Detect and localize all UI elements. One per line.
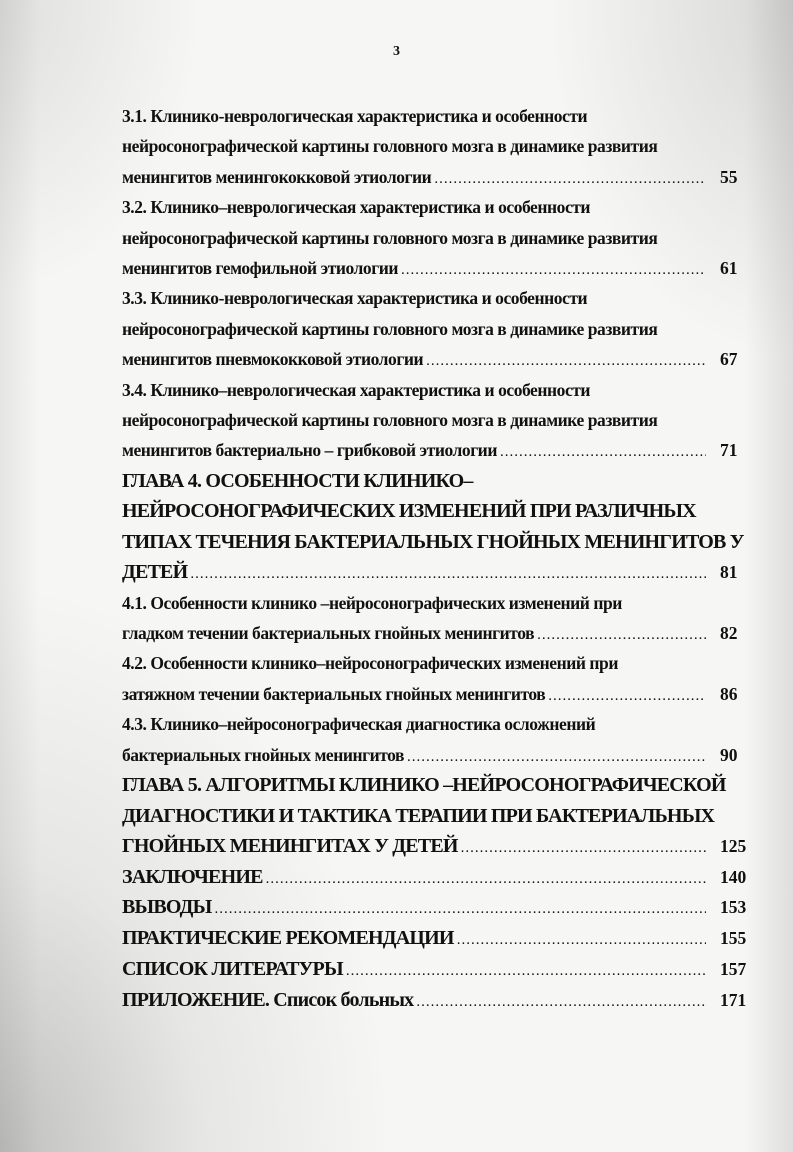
toc-page-number: 153 [720, 897, 747, 918]
toc-entry-line [122, 192, 752, 222]
toc-entry-title: бактериальных гнойных менингитов [122, 744, 405, 765]
toc-page-number: 125 [720, 836, 747, 857]
toc-entry-line [122, 101, 752, 131]
toc-page-number: 71 [720, 440, 738, 461]
toc-page-number: 171 [720, 989, 747, 1010]
toc-entry-line [122, 466, 752, 497]
toc-page-number: 86 [720, 683, 738, 704]
toc-entry-line [122, 314, 752, 344]
toc-entry-title: затяжном течении бактериальных гнойных менингитов [122, 683, 546, 704]
toc-entry-line [122, 770, 752, 801]
dot-leader [214, 894, 706, 925]
dot-leader [401, 255, 706, 285]
toc-entry-line [122, 435, 752, 465]
toc-page-number: 90 [720, 744, 738, 765]
toc-entry-title: ГЛАВА 4. ОСОБЕННОСТИ КЛИНИКО– [122, 469, 473, 492]
dot-leader [548, 681, 706, 711]
toc-entry-line [122, 162, 752, 192]
dot-leader [500, 437, 706, 467]
toc-entry-line [122, 709, 752, 739]
toc-entry-line [122, 527, 752, 558]
toc-page-number: 155 [720, 928, 747, 949]
toc-chapter-entry [122, 770, 752, 862]
toc-entry-title: ТИПАХ ТЕЧЕНИЯ БАКТЕРИАЛЬНЫХ ГНОЙНЫХ МЕНИНГИТОВ У [122, 530, 744, 553]
toc-chapter-entry [122, 923, 752, 954]
toc-entry-title: 3.4. Клинико–неврологическая характеристика и особенности [122, 379, 591, 400]
toc-entry-line [122, 618, 752, 648]
toc-entry-line [122, 405, 752, 435]
dot-leader [190, 559, 706, 590]
toc-entry-title: 3.2. Клинико–неврологическая характеристика и особенности [122, 197, 591, 218]
dot-leader [434, 164, 706, 194]
toc-entry-title: ГЛАВА 5. АЛГОРИТМЫ КЛИНИКО –НЕЙРОСОНОГРАФИЧЕСКОЙ [122, 774, 726, 797]
page-number: 3 [393, 44, 400, 59]
toc-section-entry [122, 375, 752, 466]
toc-entry-title: ЗАКЛЮЧЕНИЕ [122, 865, 263, 888]
toc-entry-title: менингитов гемофильной этиологии [122, 257, 398, 278]
toc-entry-line [122, 496, 752, 527]
toc-entry-line [122, 801, 752, 832]
toc-section-entry [122, 588, 752, 649]
toc-entry-title: 3.3. Клинико-неврологическая характеристика и особенности [122, 288, 588, 309]
toc-section-entry [122, 283, 752, 374]
toc-entry-title: ВЫВОДЫ [122, 896, 212, 919]
toc-entry-title: нейросонографической картины головного мозга в динамике развития [122, 227, 658, 248]
toc-entry-title: нейросонографической картины головного мозга в динамике развития [122, 409, 658, 430]
dot-leader [457, 925, 706, 956]
toc-entry-line [122, 985, 752, 1016]
toc-entry-title: ГНОЙНЫХ МЕНИНГИТАХ У ДЕТЕЙ [122, 835, 458, 858]
toc-entry-line [122, 923, 752, 954]
dot-leader [416, 987, 706, 1018]
toc-entry-line [122, 131, 752, 161]
toc-section-entry [122, 648, 752, 709]
toc-entry-title: ПРИЛОЖЕНИЕ. Список больных [122, 988, 414, 1011]
toc-page-number: 61 [720, 257, 738, 278]
toc-entry-line [122, 375, 752, 405]
toc-entry-line [122, 344, 752, 374]
toc-entry-title: ПРАКТИЧЕСКИЕ РЕКОМЕНДАЦИИ [122, 927, 454, 950]
toc-entry-title: нейросонографической картины головного мозга в динамике развития [122, 318, 658, 339]
toc-entry-title: менингитов бактериально – грибковой этиологии [122, 440, 497, 461]
toc-entry-title: 3.1. Клинико-неврологическая характеристика и особенности [122, 106, 588, 126]
toc-entry-title: ДЕТЕЙ [122, 561, 188, 584]
toc-entry-line [122, 223, 752, 253]
dot-leader [461, 833, 706, 864]
toc-entry-title: гладком течении бактериальных гнойных менингитов [122, 623, 535, 644]
toc-chapter-entry [122, 892, 752, 923]
toc-entry-title: 4.3. Клинико–нейросонографическая диагностика осложнений [122, 714, 596, 735]
toc-entry-title: 4.1. Особенности клинико –нейросонографических изменений при [122, 592, 622, 613]
dot-leader [266, 864, 706, 895]
toc-entry-line [122, 954, 752, 985]
toc-entry-line [122, 648, 752, 678]
toc-page-number: 140 [720, 866, 747, 887]
toc-entry-line [122, 862, 752, 893]
toc-entry-line [122, 557, 752, 588]
toc-page-number: 157 [720, 958, 747, 979]
dot-leader [407, 742, 706, 772]
toc-entry-title: нейросонографической картины головного мозга в динамике развития [122, 136, 658, 157]
toc-entry-line [122, 588, 752, 618]
toc-entry-line [122, 283, 752, 313]
toc-entry-title: НЕЙРОСОНОГРАФИЧЕСКИХ ИЗМЕНЕНИЙ ПРИ РАЗЛИЧНЫХ [122, 500, 696, 523]
table-of-contents [122, 101, 752, 1016]
toc-section-entry [122, 192, 752, 283]
toc-section-entry [122, 709, 752, 770]
toc-entry-title: менингитов пневмококковой этиологии [122, 349, 424, 370]
dot-leader [346, 956, 706, 987]
toc-chapter-entry [122, 862, 752, 893]
toc-chapter-entry [122, 985, 752, 1016]
dot-leader [537, 620, 706, 650]
dot-leader [426, 346, 706, 376]
toc-entry-line [122, 892, 752, 923]
toc-section-entry [122, 101, 752, 192]
toc-entry-line [122, 679, 752, 709]
toc-entry-title: 4.2. Особенности клинико–нейросонографических изменений при [122, 653, 618, 674]
toc-entry-line [122, 831, 752, 862]
toc-entry-title: ДИАГНОСТИКИ И ТАКТИКА ТЕРАПИИ ПРИ БАКТЕРИАЛЬНЫХ [122, 804, 715, 827]
toc-entry-line [122, 253, 752, 283]
toc-page-number: 55 [720, 166, 738, 187]
toc-chapter-entry [122, 954, 752, 985]
toc-entry-line [122, 740, 752, 770]
toc-chapter-entry [122, 466, 752, 588]
toc-page-number: 82 [720, 623, 738, 644]
toc-page-number: 81 [720, 562, 738, 583]
toc-page-number: 67 [720, 349, 738, 370]
toc-entry-title: СПИСОК ЛИТЕРАТУРЫ [122, 957, 343, 980]
toc-entry-title: менингитов менингококковой этиологии [122, 166, 432, 187]
